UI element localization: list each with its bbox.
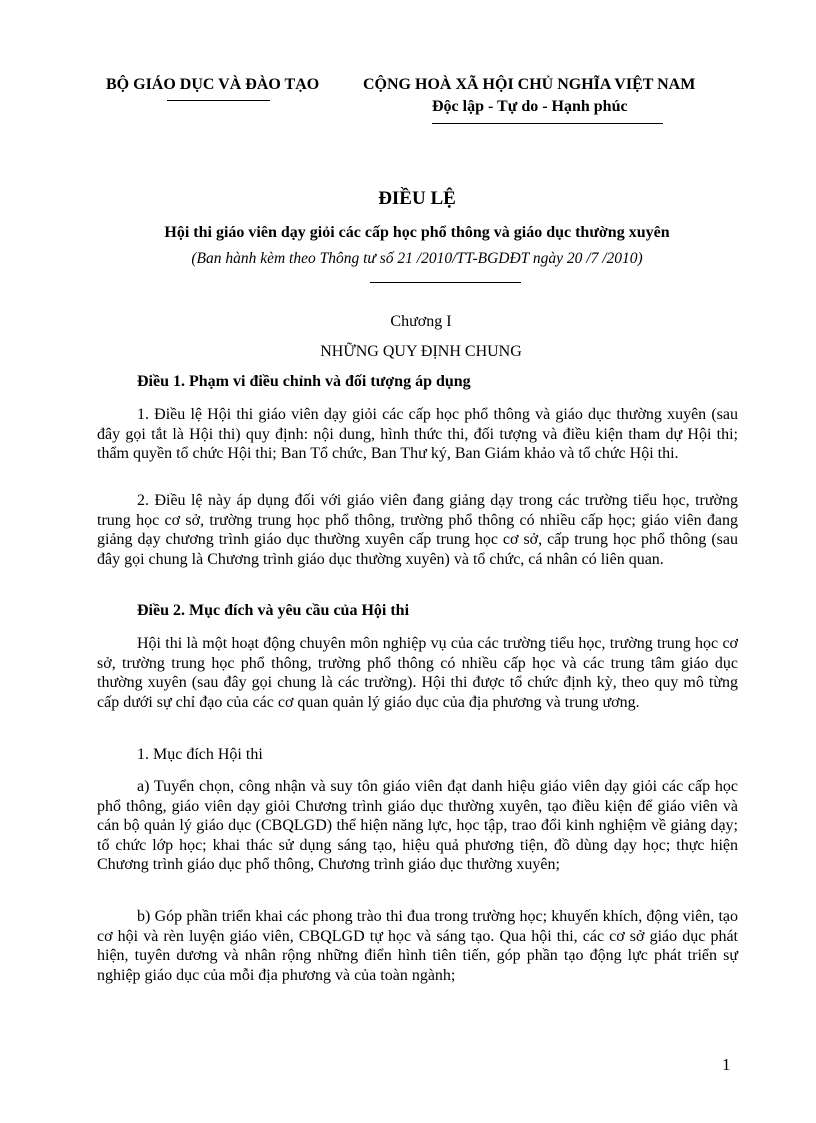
article-2-paragraph-4: b) Góp phần triển khai các phong trào thi đua trong trường học; khuyến khích, động viên, tạo cơ hội và rèn luyện giáo viên, CBQLGD tự học và sáng tạo. Qua hội thi, các cơ sở giáo dục phát hiện, tuyên dương và nhân rộng những điển hình tiên tiến, góp phần tạo động lực phát triển sự nghiệp giáo dục của mỗi địa phương và của toàn ngành; [97, 908, 738, 984]
article-2-paragraph-1: Hội thi là một hoạt động chuyên môn nghiệp vụ của các trường tiểu học, trường trung học cơ sở, trường trung học phổ thông, trường phổ thông có nhiều cấp học và các trung tâm giáo dục thường xuyên (sau đây gọi chung là các trường). Hội thi được tổ chức định kỳ, theo quy mô từng cấp dưới sự chỉ đạo của các cơ quan quản lý giáo dục của địa phương và trung ương. [97, 635, 738, 711]
article-1-paragraph-1: 1. Điều lệ Hội thi giáo viên dạy giỏi các cấp học phổ thông và giáo dục thường xuyên (sau đây gọi tắt là Hội thi) quy định: nội dung, hình thức thi, đối tượng và điều kiện tham dự Hội thi; thẩm quyền tổ chức Hội thi; Ban Tổ chức, Ban Thư ký, Ban Giám khảo và tổ chức Hội thi. [97, 406, 738, 463]
page-number: 1 [722, 1055, 731, 1074]
document-subtitle: Hội thi giáo viên dạy giỏi các cấp học phổ thông và giáo dục thường xuyên [164, 224, 670, 241]
chapter-name: NHỮNG QUY ĐỊNH CHUNG [320, 343, 522, 360]
article-2-paragraph-2: 1. Mục đích Hội thi [137, 746, 263, 763]
ministry-name: BỘ GIÁO DỤC VÀ ĐÀO TẠO [106, 76, 320, 93]
chapter-label: Chương I [390, 313, 452, 330]
national-motto: Độc lập - Tự do - Hạnh phúc [432, 98, 628, 115]
article-1-paragraph-2: 2. Điều lệ này áp dụng đối với giáo viên đang giảng dạy trong các trường tiểu học, trường trung học cơ sở, trường trung học phổ thông, trường phổ thông có nhiều cấp học; giáo viên đang giảng dạy chương trình giáo dục thường xuyên cấp trung học cơ sở, cấp trung học phổ thông (sau đây gọi chung là Chương trình giáo dục thường xuyên) và tổ chức, cá nhân có liên quan. [97, 492, 738, 568]
title-divider [370, 282, 521, 283]
article-2-paragraph-3: a) Tuyển chọn, công nhận và suy tôn giáo viên đạt danh hiệu giáo viên dạy giỏi các cấp học phổ thông, giáo viên dạy giỏi Chương trình giáo dục thường xuyên, tạo điều kiện để giáo viên và cán bộ quản lý giáo dục (CBQLGD) thể hiện năng lực, học tập, trao đổi kinh nghiệm về giảng dạy; tổ chức lớp học; khai thác sử dụng sáng tạo, hiệu quả phương tiện, đồ dùng dạy học; thực hiện Chương trình giáo dục phổ thông, Chương trình giáo dục thường xuyên; [97, 778, 738, 874]
document-title: ĐIỀU LỆ [378, 188, 456, 209]
motto-underline [432, 123, 663, 124]
ministry-underline [167, 100, 270, 101]
article-1-heading: Điều 1. Phạm vi điều chỉnh và đối tượng áp dụng [137, 373, 471, 390]
article-2-heading: Điều 2. Mục đích và yêu cầu của Hội thi [137, 602, 410, 619]
issuance-note: (Ban hành kèm theo Thông tư số 21 /2010/TT-BGDĐT ngày 20 /7 /2010) [191, 250, 643, 267]
country-name: CỘNG HOÀ XÃ HỘI CHỦ NGHĨA VIỆT NAM [363, 76, 696, 93]
